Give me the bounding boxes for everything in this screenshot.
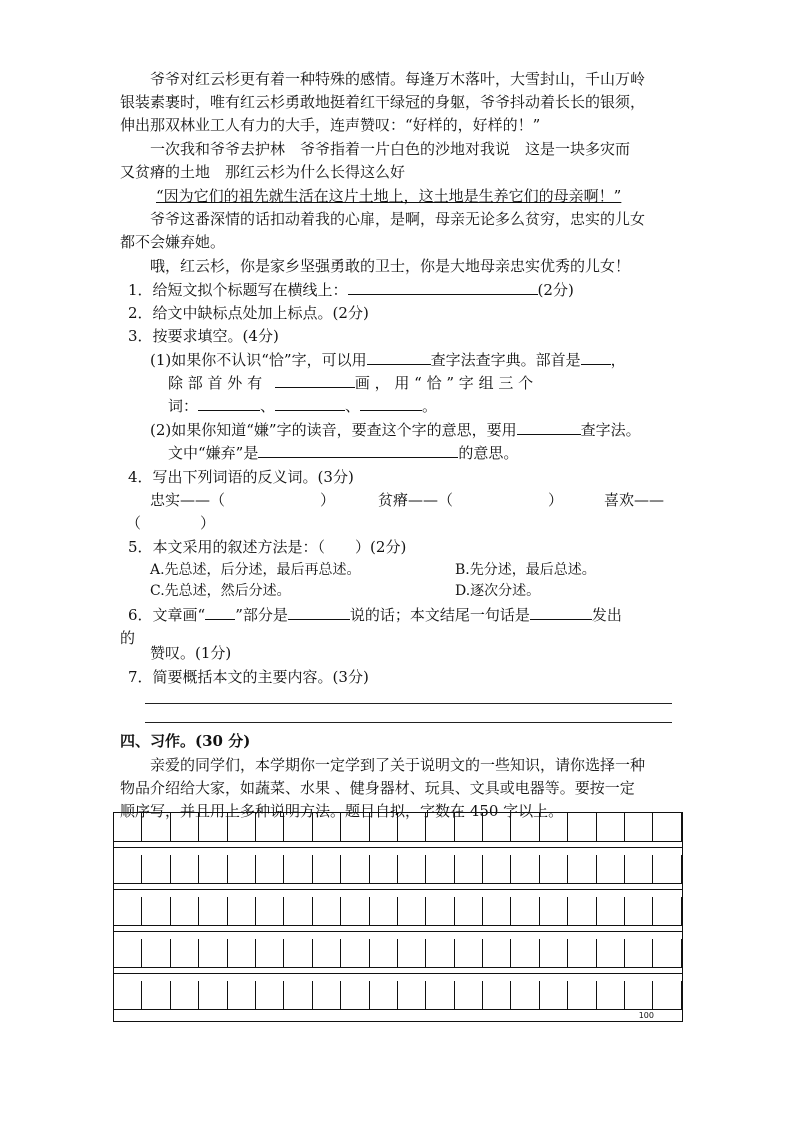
antonym-3: 喜欢—— bbox=[604, 491, 665, 509]
grid-cell[interactable] bbox=[597, 939, 625, 967]
grid-cell[interactable] bbox=[511, 897, 539, 925]
grid-row bbox=[114, 855, 682, 884]
grid-cell[interactable] bbox=[568, 813, 596, 841]
grid-cell[interactable] bbox=[171, 855, 199, 883]
grid-cell[interactable] bbox=[228, 855, 256, 883]
grid-cell[interactable] bbox=[341, 855, 369, 883]
grid-cell[interactable] bbox=[313, 897, 341, 925]
grid-cell[interactable] bbox=[370, 981, 398, 1009]
grid-cell[interactable] bbox=[370, 813, 398, 841]
question-text: 。 bbox=[422, 397, 438, 415]
grid-cell[interactable] bbox=[625, 813, 653, 841]
question-text: (2)如果你知道“嫌”字的读音，要查这个字的意思，要用 bbox=[150, 421, 517, 439]
option-a[interactable]: A.先总述，后分述，最后再总述。 bbox=[150, 562, 361, 578]
grid-cell[interactable] bbox=[398, 855, 426, 883]
answer-line[interactable] bbox=[145, 703, 672, 704]
grid-cell[interactable] bbox=[483, 855, 511, 883]
grid-cell[interactable] bbox=[540, 813, 568, 841]
option-c[interactable]: C.先总述，然后分述。 bbox=[150, 583, 291, 599]
grid-cell[interactable] bbox=[625, 855, 653, 883]
antonym-3-open: （ bbox=[126, 514, 142, 532]
grid-cell[interactable] bbox=[256, 939, 284, 967]
grid-cell[interactable] bbox=[341, 939, 369, 967]
grid-cell[interactable] bbox=[114, 897, 142, 925]
grid-cell[interactable] bbox=[625, 981, 653, 1009]
passage-line: 爷爷对红云杉更有着一种特殊的感情。每逢万木落叶，大雪封山，千山万岭 bbox=[150, 70, 646, 88]
answer-blank[interactable] bbox=[205, 605, 235, 620]
grid-cell[interactable] bbox=[256, 813, 284, 841]
question-6 bbox=[128, 605, 622, 625]
grid-cell[interactable] bbox=[597, 981, 625, 1009]
option-b[interactable]: B.先分述，最后总述。 bbox=[455, 562, 596, 578]
answer-blank[interactable] bbox=[198, 396, 260, 411]
grid-cell[interactable] bbox=[455, 981, 483, 1009]
answer-blank[interactable] bbox=[517, 420, 581, 435]
grid-cell[interactable] bbox=[284, 813, 312, 841]
grid-cell[interactable] bbox=[284, 855, 312, 883]
grid-row bbox=[114, 813, 682, 842]
question-text: 查字法。 bbox=[580, 421, 641, 439]
grid-cell[interactable] bbox=[228, 981, 256, 1009]
grid-cell[interactable] bbox=[114, 939, 142, 967]
grid-cell[interactable] bbox=[540, 981, 568, 1009]
question-text: 1．给短文拟个标题写在横线上： bbox=[128, 281, 348, 299]
question-3-2-cont bbox=[168, 443, 518, 463]
answer-line[interactable] bbox=[145, 722, 672, 723]
question-text: 说的话；本文结尾一句话是 bbox=[349, 606, 530, 624]
grid-cell[interactable] bbox=[455, 813, 483, 841]
passage-line: 哦，红云杉，你是家乡坚强勇敢的卫士，你是大地母亲忠实优秀的儿女！ bbox=[150, 257, 631, 275]
question-text: 查字法查字典。部首是 bbox=[430, 351, 581, 369]
grid-cell[interactable] bbox=[597, 897, 625, 925]
grid-cell[interactable] bbox=[483, 981, 511, 1009]
passage-line: 一次我和爷爷去护林 爷爷指着一片白色的沙地对我说 这是一块多灾而 bbox=[150, 140, 631, 158]
question-text: 词： bbox=[168, 397, 199, 415]
grid-cell[interactable] bbox=[597, 813, 625, 841]
question-1 bbox=[128, 280, 574, 300]
grid-cell[interactable] bbox=[199, 855, 227, 883]
question-text: 、 bbox=[260, 397, 276, 415]
grid-cell[interactable] bbox=[455, 855, 483, 883]
grid-cell[interactable] bbox=[256, 897, 284, 925]
section-heading: 四、习作。(30 分) bbox=[120, 732, 251, 750]
antonym-2-close: ） bbox=[548, 491, 564, 509]
answer-blank[interactable] bbox=[360, 396, 422, 411]
grid-cell[interactable] bbox=[398, 981, 426, 1009]
question-3-1 bbox=[150, 350, 626, 370]
question-4: 4．写出下列词语的反义词。(3分) bbox=[128, 468, 354, 486]
grid-cell[interactable] bbox=[653, 939, 681, 967]
writing-prompt: 顺序写，并且用上多种说明方法。题目自拟，字数在 450 字以上。 bbox=[120, 802, 564, 820]
passage-line: 银装素裹时，唯有红云杉勇敢地挺着红干绿冠的身躯，爷爷抖动着长长的银须， bbox=[120, 93, 646, 111]
answer-blank[interactable] bbox=[581, 350, 611, 365]
grid-cell[interactable] bbox=[483, 813, 511, 841]
grid-cell[interactable] bbox=[284, 897, 312, 925]
question-3-2 bbox=[150, 420, 641, 440]
question-text: (1)如果你不认识“恰”字，可以用 bbox=[150, 351, 367, 369]
grid-cell[interactable] bbox=[540, 939, 568, 967]
grid-cell[interactable] bbox=[426, 981, 454, 1009]
grid-cell[interactable] bbox=[256, 855, 284, 883]
grid-cell[interactable] bbox=[568, 981, 596, 1009]
grid-gap-line bbox=[114, 847, 682, 848]
answer-blank[interactable] bbox=[367, 350, 431, 365]
question-text: 、 bbox=[345, 397, 361, 415]
writing-prompt: 物品介绍给大家，如蔬菜、水果 、健身器材、玩具、文具或电器等。要按一定 bbox=[120, 779, 635, 797]
grid-cell[interactable] bbox=[540, 897, 568, 925]
writing-grid[interactable] bbox=[113, 812, 683, 1022]
antonym-2: 贫瘠——（ bbox=[378, 491, 454, 509]
grid-cell[interactable] bbox=[426, 897, 454, 925]
grid-cell[interactable] bbox=[284, 981, 312, 1009]
grid-cell[interactable] bbox=[483, 897, 511, 925]
grid-cell[interactable] bbox=[142, 813, 170, 841]
grid-cell[interactable] bbox=[370, 855, 398, 883]
passage-line: 爷爷这番深情的话扣动着我的心扉，是啊，母亲无论多么贫穷，忠实的儿女 bbox=[150, 210, 646, 228]
grid-gap-line bbox=[114, 931, 682, 932]
grid-cell[interactable] bbox=[426, 813, 454, 841]
grid-cell[interactable] bbox=[341, 981, 369, 1009]
grid-cell[interactable] bbox=[398, 939, 426, 967]
passage-line: 都不会嫌弃她。 bbox=[120, 233, 226, 251]
grid-cell[interactable] bbox=[653, 897, 681, 925]
answer-blank[interactable] bbox=[275, 396, 345, 411]
question-text: 6．文章画“ bbox=[128, 606, 206, 624]
grid-cell[interactable] bbox=[142, 855, 170, 883]
antonym-1-close: ） bbox=[320, 491, 336, 509]
writing-prompt: 亲爱的同学们，本学期你一定学到了关于说明文的一些知识，请你选择一种 bbox=[150, 756, 646, 774]
grid-cell[interactable] bbox=[142, 939, 170, 967]
grid-cell[interactable] bbox=[511, 939, 539, 967]
question-text: 文中“嫌弃”是 bbox=[168, 444, 259, 462]
grid-cell[interactable] bbox=[370, 897, 398, 925]
grid-cell[interactable] bbox=[398, 813, 426, 841]
grid-cell[interactable] bbox=[171, 813, 199, 841]
passage-line: 伸出那双林业工人有力的大手，连声赞叹：“好样的，好样的！” bbox=[120, 116, 541, 134]
grid-cell[interactable] bbox=[568, 855, 596, 883]
grid-cell[interactable] bbox=[256, 981, 284, 1009]
grid-cell[interactable] bbox=[653, 813, 681, 841]
grid-cell[interactable] bbox=[142, 981, 170, 1009]
question-3-1-cont bbox=[168, 373, 533, 393]
grid-cell[interactable] bbox=[313, 813, 341, 841]
antonym-1: 忠实——（ bbox=[150, 491, 226, 509]
question-3-1-words bbox=[168, 396, 437, 416]
grid-cell[interactable] bbox=[228, 897, 256, 925]
grid-cell[interactable] bbox=[483, 939, 511, 967]
grid-cell[interactable] bbox=[313, 939, 341, 967]
grid-cell[interactable] bbox=[313, 855, 341, 883]
grid-cell[interactable] bbox=[313, 981, 341, 1009]
grid-cell[interactable] bbox=[199, 897, 227, 925]
grid-cell[interactable] bbox=[455, 939, 483, 967]
question-score: (2分) bbox=[537, 281, 574, 299]
question-text: 发出 bbox=[591, 606, 622, 624]
word-count-label: 100 bbox=[638, 1011, 654, 1020]
question-3: 3．按要求填空。(4分) bbox=[128, 327, 279, 345]
grid-cell[interactable] bbox=[597, 855, 625, 883]
grid-row bbox=[114, 939, 682, 968]
antonym-3-close: ） bbox=[200, 514, 216, 532]
grid-cell[interactable] bbox=[341, 813, 369, 841]
grid-cell[interactable] bbox=[625, 897, 653, 925]
question-text: ”部分是 bbox=[235, 606, 288, 624]
grid-cell[interactable] bbox=[199, 939, 227, 967]
grid-cell[interactable] bbox=[511, 813, 539, 841]
grid-cell[interactable] bbox=[228, 813, 256, 841]
grid-cell[interactable] bbox=[540, 855, 568, 883]
grid-cell[interactable] bbox=[455, 897, 483, 925]
grid-row bbox=[114, 897, 682, 926]
grid-row bbox=[114, 981, 682, 1010]
grid-cell[interactable] bbox=[370, 939, 398, 967]
question-text: 除 部 首 外 有 bbox=[168, 374, 263, 392]
option-d[interactable]: D.逐次分述。 bbox=[455, 583, 541, 599]
grid-cell[interactable] bbox=[511, 981, 539, 1009]
question-text: 的意思。 bbox=[458, 444, 519, 462]
grid-cell[interactable] bbox=[426, 855, 454, 883]
grid-cell[interactable] bbox=[341, 897, 369, 925]
grid-cell[interactable] bbox=[114, 813, 142, 841]
grid-cell[interactable] bbox=[199, 981, 227, 1009]
passage-line: 又贫瘠的土地 那红云杉为什么长得这么好 bbox=[120, 163, 406, 181]
grid-cell[interactable] bbox=[171, 981, 199, 1009]
grid-gap-line bbox=[114, 973, 682, 974]
grid-cell[interactable] bbox=[142, 897, 170, 925]
grid-cell[interactable] bbox=[228, 939, 256, 967]
answer-blank[interactable] bbox=[288, 605, 350, 620]
question-7: 7．简要概括本文的主要内容。(3分) bbox=[128, 668, 369, 686]
grid-cell[interactable] bbox=[653, 981, 681, 1009]
answer-blank[interactable] bbox=[530, 605, 592, 620]
question-text: 画 ， 用 “ 恰 ” 字 组 三 个 bbox=[354, 374, 534, 392]
grid-cell[interactable] bbox=[426, 939, 454, 967]
underlined-quote: “因为它们的祖先就生活在这片土地上，这土地是生养它们的母亲啊！” bbox=[156, 187, 622, 205]
grid-cell[interactable] bbox=[284, 939, 312, 967]
grid-cell[interactable] bbox=[568, 939, 596, 967]
grid-cell[interactable] bbox=[511, 855, 539, 883]
question-2: 2．给文中缺标点处加上标点。(2分) bbox=[128, 304, 369, 322]
grid-cell[interactable] bbox=[199, 813, 227, 841]
grid-cell[interactable] bbox=[398, 897, 426, 925]
answer-blank[interactable] bbox=[275, 373, 355, 388]
grid-cell[interactable] bbox=[114, 855, 142, 883]
question-text: ， bbox=[610, 351, 626, 369]
answer-blank[interactable] bbox=[258, 443, 458, 458]
grid-cell[interactable] bbox=[653, 855, 681, 883]
grid-cell[interactable] bbox=[114, 981, 142, 1009]
grid-gap-line bbox=[114, 889, 682, 890]
question-6-end: 赞叹。(1分) bbox=[150, 644, 232, 662]
answer-blank[interactable] bbox=[348, 280, 538, 295]
grid-cell[interactable] bbox=[171, 939, 199, 967]
grid-cell[interactable] bbox=[171, 897, 199, 925]
question-5: 5．本文采用的叙述方法是：（ ）(2分) bbox=[128, 538, 407, 556]
question-6-wrap: 的 bbox=[120, 629, 136, 647]
grid-cell[interactable] bbox=[568, 897, 596, 925]
grid-cell[interactable] bbox=[625, 939, 653, 967]
